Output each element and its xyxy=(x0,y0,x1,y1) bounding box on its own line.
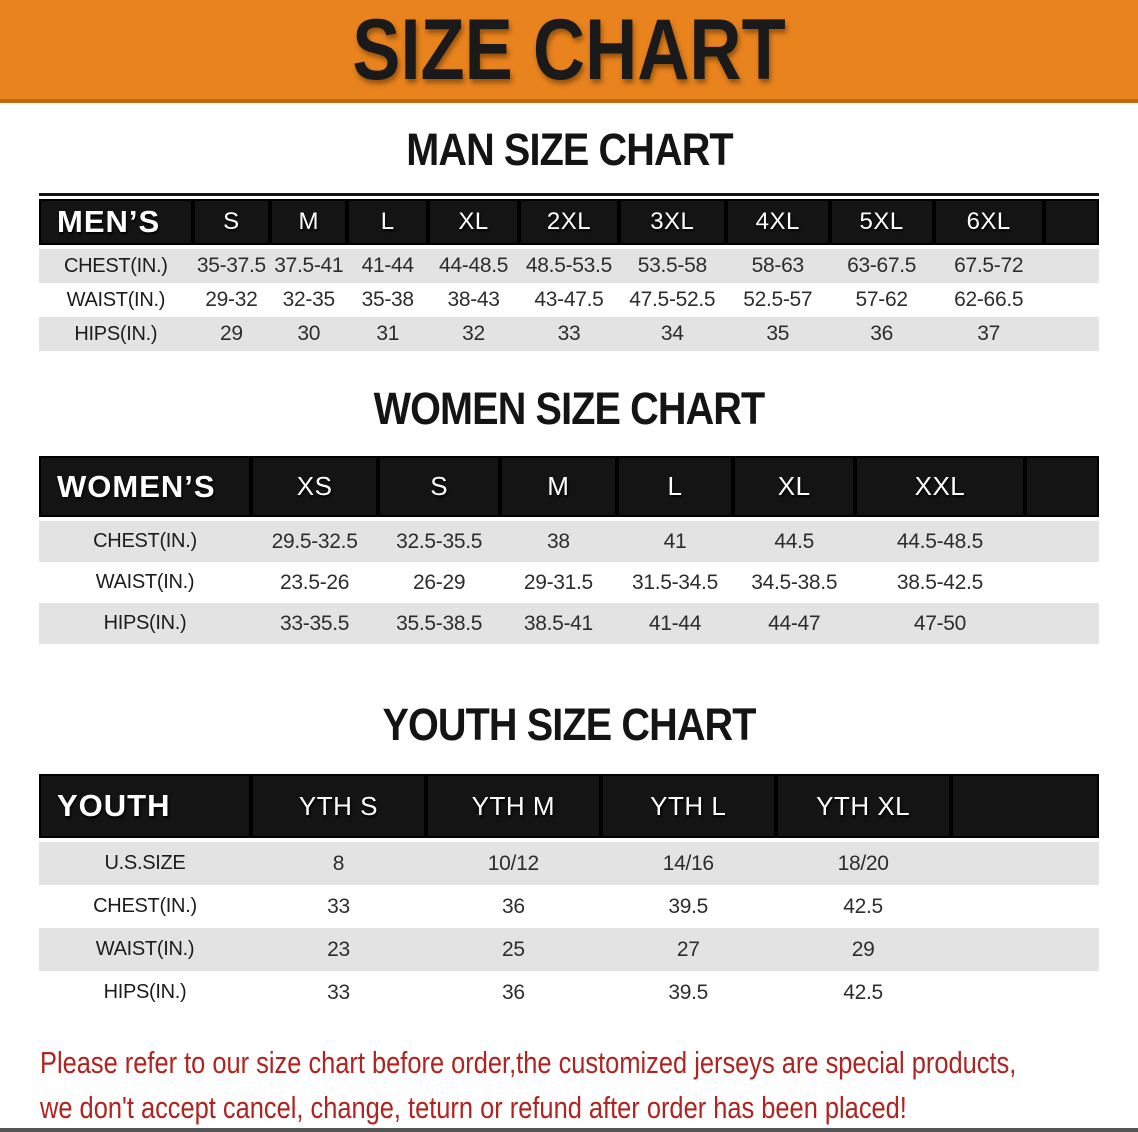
measurement-cell: 33 xyxy=(519,317,619,351)
measurement-cell: 36 xyxy=(501,980,525,1004)
measurement-cell: 37 xyxy=(934,317,1044,351)
size-header-row xyxy=(39,774,1099,842)
measurement-cell: 36 xyxy=(830,317,934,351)
measurement-cell: 35.5-38.5 xyxy=(378,603,500,644)
measurement-cell: 42.5 xyxy=(843,894,883,918)
size-column-header: XL xyxy=(733,456,855,521)
size-column-header: L xyxy=(617,456,734,521)
size-chart-section xyxy=(0,124,1138,351)
size-column-header: M xyxy=(500,456,617,521)
measurement-cell: 37.5-41 xyxy=(270,249,347,283)
measurement-cell: 52.5-57 xyxy=(743,288,813,311)
section-title-text: WOMEN SIZE CHART xyxy=(373,383,765,434)
measurement-cell: 44.5-48.5 xyxy=(855,521,1025,562)
size-table xyxy=(39,456,1099,644)
row-filler xyxy=(951,842,1099,885)
measurement-row xyxy=(39,249,1099,283)
section-title-text: MAN SIZE CHART xyxy=(405,124,733,175)
row-filler xyxy=(1025,521,1099,562)
row-label: HIPS(IN.) xyxy=(39,317,193,351)
measurement-cell: 58-63 xyxy=(726,249,830,283)
measurement-cell: 33 xyxy=(327,894,350,918)
size-column-header: XL xyxy=(428,199,519,249)
measurement-cell: 29-31.5 xyxy=(523,570,593,594)
measurement-cell: 31.5-34.5 xyxy=(631,570,718,594)
size-column-header: YTH L xyxy=(601,774,776,842)
measurement-cell: 29-32 xyxy=(205,288,258,311)
section-title xyxy=(0,124,1138,175)
measurement-cell: 53.5-58 xyxy=(619,249,726,283)
size-column-header: YTH S xyxy=(251,774,426,842)
row-filler xyxy=(951,928,1099,971)
size-table xyxy=(39,199,1099,351)
size-column-header: S xyxy=(193,199,270,249)
size-column-header: YTH XL xyxy=(776,774,951,842)
measurement-cell: 31 xyxy=(347,317,428,351)
size-header-row xyxy=(39,199,1099,249)
row-label: WAIST(IN.) xyxy=(39,928,251,971)
row-label: U.S.SIZE xyxy=(39,842,251,885)
measurement-cell: 38.5-42.5 xyxy=(896,570,983,594)
banner xyxy=(0,0,1138,103)
group-label: WOMEN’S xyxy=(39,456,251,521)
measurement-cell: 43-47.5 xyxy=(534,288,604,311)
measurement-cell: 63-67.5 xyxy=(830,249,934,283)
measurement-cell: 34 xyxy=(619,317,726,351)
measurement-cell: 67.5-72 xyxy=(934,249,1044,283)
measurement-cell: 41 xyxy=(617,521,734,562)
measurement-row xyxy=(39,603,1099,644)
measurement-cell: 8 xyxy=(251,842,426,885)
size-table-wrap xyxy=(39,774,1099,1014)
group-label: YOUTH xyxy=(39,774,251,842)
measurement-cell: 38.5-41 xyxy=(500,603,617,644)
measurement-cell: 32-35 xyxy=(282,288,335,311)
size-column-header: L xyxy=(347,199,428,249)
size-column-header: M xyxy=(270,199,347,249)
measurement-cell: 47.5-52.5 xyxy=(629,288,716,311)
measurement-cell: 29.5-32.5 xyxy=(251,521,378,562)
header-filler xyxy=(1044,199,1099,249)
size-column-header: XXL xyxy=(855,456,1025,521)
section-title xyxy=(0,699,1138,750)
size-table xyxy=(39,774,1099,1014)
size-column-header: XS xyxy=(251,456,378,521)
measurement-row xyxy=(39,317,1099,351)
size-chart-section xyxy=(0,383,1138,644)
measurement-cell: 29 xyxy=(776,928,951,971)
header-filler xyxy=(1025,456,1099,521)
measurement-cell: 23.5-26 xyxy=(280,570,350,594)
measurement-cell: 35-37.5 xyxy=(193,249,270,283)
measurement-row xyxy=(39,562,1099,603)
measurement-cell: 30 xyxy=(270,317,347,351)
measurement-cell: 35 xyxy=(726,317,830,351)
measurement-cell: 38 xyxy=(500,521,617,562)
measurement-row xyxy=(39,928,1099,971)
row-filler xyxy=(1044,317,1099,351)
measurement-cell: 27 xyxy=(601,928,776,971)
header-filler xyxy=(951,774,1099,842)
size-column-header: 3XL xyxy=(619,199,726,249)
measurement-cell: 47-50 xyxy=(855,603,1025,644)
measurement-cell: 32.5-35.5 xyxy=(378,521,500,562)
size-column-header: 6XL xyxy=(934,199,1044,249)
measurement-cell: 48.5-53.5 xyxy=(519,249,619,283)
row-label: CHEST(IN.) xyxy=(39,521,251,562)
measurement-cell: 39.5 xyxy=(668,980,709,1004)
size-chart-section xyxy=(0,699,1138,1014)
measurement-cell: 29 xyxy=(193,317,270,351)
size-column-header: 2XL xyxy=(519,199,619,249)
row-label: CHEST(IN.) xyxy=(39,249,193,283)
row-filler xyxy=(951,971,1099,1014)
measurement-cell: 25 xyxy=(426,928,601,971)
measurement-row xyxy=(39,842,1099,885)
measurement-cell: 14/16 xyxy=(601,842,776,885)
notice-line-1: Please refer to our size chart before order,the customized jerseys are special products, xyxy=(40,1045,1017,1080)
size-table-wrap xyxy=(39,193,1099,351)
measurement-cell: 34.5-38.5 xyxy=(751,570,838,594)
row-label: WAIST(IN.) xyxy=(66,288,166,311)
measurement-cell: 41-44 xyxy=(617,603,734,644)
measurement-cell: 32 xyxy=(428,317,519,351)
measurement-cell: 44-47 xyxy=(733,603,855,644)
measurement-cell: 18/20 xyxy=(776,842,951,885)
bottom-edge-strip xyxy=(0,1128,1138,1132)
group-label: MEN’S xyxy=(39,199,193,249)
row-filler xyxy=(1044,249,1099,283)
measurement-cell: 42.5 xyxy=(843,980,883,1004)
row-filler xyxy=(1044,283,1099,317)
measurement-cell: 38-43 xyxy=(447,288,500,311)
row-label: HIPS(IN.) xyxy=(103,981,187,1003)
measurement-cell: 35-38 xyxy=(361,288,414,311)
footer-notice xyxy=(40,1040,1138,1130)
measurement-cell: 41-44 xyxy=(347,249,428,283)
measurement-cell: 33 xyxy=(327,980,350,1004)
row-label: HIPS(IN.) xyxy=(39,603,251,644)
size-column-header: S xyxy=(378,456,500,521)
measurement-cell: 44-48.5 xyxy=(428,249,519,283)
section-title-text: YOUTH SIZE CHART xyxy=(382,699,756,750)
measurement-cell: 33-35.5 xyxy=(251,603,378,644)
measurement-row xyxy=(39,971,1099,1014)
measurement-cell: 10/12 xyxy=(426,842,601,885)
measurement-row xyxy=(39,885,1099,928)
row-filler xyxy=(951,885,1099,928)
size-column-header: 4XL xyxy=(726,199,830,249)
row-label: WAIST(IN.) xyxy=(95,571,195,593)
size-header-row xyxy=(39,456,1099,521)
measurement-cell: 57-62 xyxy=(855,288,908,311)
row-label: CHEST(IN.) xyxy=(93,895,197,917)
measurement-cell: 62-66.5 xyxy=(954,288,1024,311)
section-title xyxy=(0,383,1138,434)
measurement-cell: 26-29 xyxy=(413,570,466,594)
measurement-cell: 36 xyxy=(501,894,525,918)
size-table-wrap xyxy=(39,456,1099,644)
measurement-row xyxy=(39,283,1099,317)
size-column-header: YTH M xyxy=(426,774,601,842)
row-filler xyxy=(1025,562,1099,603)
size-column-header: 5XL xyxy=(830,199,934,249)
measurement-cell: 39.5 xyxy=(668,894,709,918)
size-chart-sections xyxy=(0,124,1138,1014)
measurement-row xyxy=(39,521,1099,562)
notice-line-2: we don't accept cancel, change, teturn or refund after order has been placed! xyxy=(40,1090,907,1125)
banner-title: SIZE CHART xyxy=(352,1,786,98)
measurement-cell: 23 xyxy=(251,928,426,971)
measurement-cell: 44.5 xyxy=(733,521,855,562)
row-filler xyxy=(1025,603,1099,644)
